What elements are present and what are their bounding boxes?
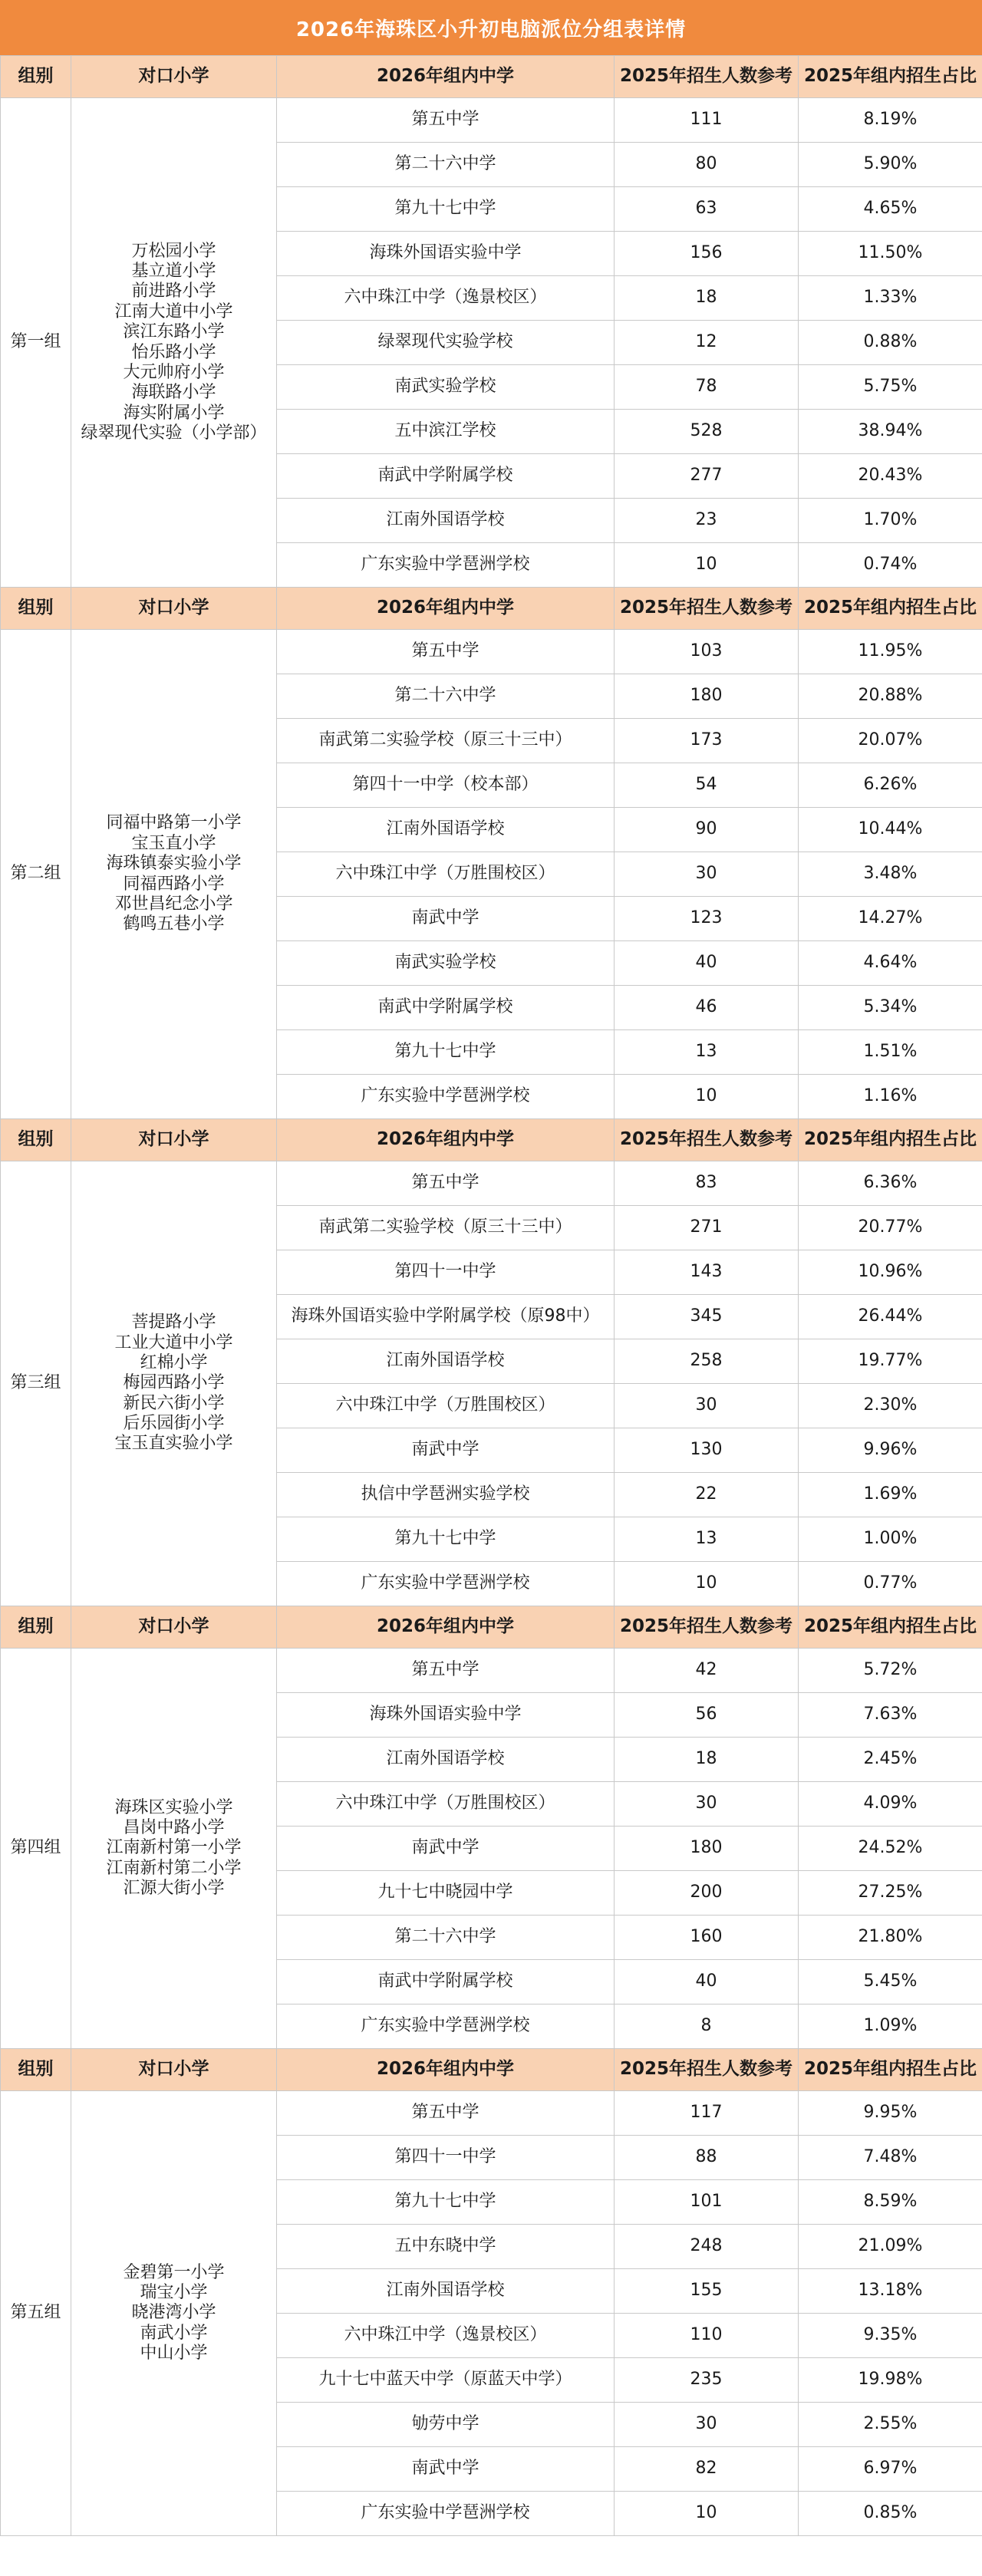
- primary-school: 同福西路小学: [123, 874, 225, 894]
- primary-school: 宝玉直实验小学: [114, 1434, 233, 1454]
- table-row: [1, 98, 982, 143]
- primary-school: 江南新村第二小学: [106, 1858, 242, 1878]
- middle-school-name: 南武中学: [277, 2447, 615, 2492]
- middle-school-name: 第九十七中学: [277, 187, 615, 232]
- middle-school-name: 广东实验中学琶洲学校: [277, 1075, 615, 1119]
- primary-school: 同福中路第一小学: [106, 813, 242, 833]
- enrollment-count: 130: [615, 1428, 799, 1473]
- allocation-table: [0, 55, 982, 2536]
- header-row: [1, 1119, 982, 1161]
- enrollment-ratio: 19.98%: [799, 2358, 982, 2403]
- middle-school-name: 九十七中晓园中学: [277, 1871, 615, 1916]
- middle-school-name: 广东实验中学琶洲学校: [277, 2004, 615, 2049]
- middle-school-name: 六中珠江中学（逸景校区）: [277, 276, 615, 321]
- enrollment-ratio: 20.43%: [799, 454, 982, 499]
- header-group: 组别: [1, 56, 71, 98]
- enrollment-count: 63: [615, 187, 799, 232]
- enrollment-ratio: 5.72%: [799, 1649, 982, 1693]
- header-middle-school: 2026年组内中学: [277, 56, 615, 98]
- primary-school: 大元帅府小学: [123, 362, 225, 382]
- enrollment-ratio: 11.95%: [799, 630, 982, 674]
- enrollment-count: 173: [615, 719, 799, 763]
- primary-school: 海联路小学: [131, 383, 216, 403]
- enrollment-ratio: 21.80%: [799, 1916, 982, 1960]
- enrollment-count: 277: [615, 454, 799, 499]
- enrollment-count: 30: [615, 2403, 799, 2447]
- primary-school: 鹤鸣五巷小学: [123, 914, 225, 934]
- enrollment-count: 54: [615, 763, 799, 808]
- enrollment-ratio: 38.94%: [799, 410, 982, 454]
- enrollment-count: 160: [615, 1916, 799, 1960]
- header-enrollment-count: 2025年招生人数参考: [615, 1606, 799, 1649]
- enrollment-ratio: 7.63%: [799, 1693, 982, 1738]
- enrollment-count: 10: [615, 2492, 799, 2536]
- primary-schools-list: [71, 1649, 277, 2049]
- table-row: [1, 1649, 982, 1693]
- header-enrollment-ratio: 2025年组内招生占比: [799, 1606, 982, 1649]
- enrollment-count: 88: [615, 2136, 799, 2180]
- primary-school: 晓港湾小学: [131, 2303, 216, 2323]
- primary-schools-list: [71, 98, 277, 588]
- header-schools: 对口小学: [71, 588, 277, 630]
- middle-school-name: 第四十一中学: [277, 2136, 615, 2180]
- enrollment-ratio: 0.77%: [799, 1562, 982, 1606]
- header-middle-school: 2026年组内中学: [277, 1119, 615, 1161]
- enrollment-count: 80: [615, 143, 799, 187]
- enrollment-ratio: 20.88%: [799, 674, 982, 719]
- table-row: [1, 1161, 982, 1206]
- middle-school-name: 五中滨江学校: [277, 410, 615, 454]
- enrollment-ratio: 6.97%: [799, 2447, 982, 2492]
- middle-school-name: 第五中学: [277, 1649, 615, 1693]
- enrollment-ratio: 9.35%: [799, 2314, 982, 2358]
- header-group: 组别: [1, 588, 71, 630]
- primary-school: 怡乐路小学: [131, 342, 216, 362]
- enrollment-count: 30: [615, 1782, 799, 1827]
- middle-school-name: 南武中学: [277, 1428, 615, 1473]
- primary-school: 菩提路小学: [131, 1313, 216, 1332]
- enrollment-ratio: 20.07%: [799, 719, 982, 763]
- middle-school-name: 第二十六中学: [277, 674, 615, 719]
- middle-school-name: 南武实验学校: [277, 365, 615, 410]
- middle-school-name: 六中珠江中学（逸景校区）: [277, 2314, 615, 2358]
- enrollment-ratio: 6.26%: [799, 763, 982, 808]
- enrollment-count: 56: [615, 1693, 799, 1738]
- primary-school: 后乐园街小学: [123, 1414, 225, 1434]
- enrollment-ratio: 7.48%: [799, 2136, 982, 2180]
- enrollment-ratio: 11.50%: [799, 232, 982, 276]
- enrollment-count: 90: [615, 808, 799, 852]
- enrollment-ratio: 2.55%: [799, 2403, 982, 2447]
- middle-school-name: 第二十六中学: [277, 1916, 615, 1960]
- primary-school: 江南新村第一小学: [106, 1838, 242, 1858]
- middle-school-name: 南武中学附属学校: [277, 1960, 615, 2004]
- header-enrollment-ratio: 2025年组内招生占比: [799, 1119, 982, 1161]
- middle-school-name: 六中珠江中学（万胜围校区）: [277, 852, 615, 897]
- enrollment-ratio: 26.44%: [799, 1295, 982, 1339]
- header-middle-school: 2026年组内中学: [277, 1606, 615, 1649]
- primary-school: 前进路小学: [131, 282, 216, 301]
- group-name: 第二组: [1, 630, 71, 1119]
- primary-school: 红棉小学: [140, 1352, 208, 1372]
- table-row: [1, 2091, 982, 2136]
- header-schools: 对口小学: [71, 1119, 277, 1161]
- primary-school: 宝玉直小学: [131, 833, 216, 853]
- middle-school-name: 六中珠江中学（万胜围校区）: [277, 1782, 615, 1827]
- group-name: 第四组: [1, 1649, 71, 2049]
- enrollment-count: 101: [615, 2180, 799, 2225]
- enrollment-count: 30: [615, 852, 799, 897]
- middle-school-name: 第二十六中学: [277, 143, 615, 187]
- enrollment-ratio: 14.27%: [799, 897, 982, 941]
- header-enrollment-count: 2025年招生人数参考: [615, 56, 799, 98]
- middle-school-name: 江南外国语学校: [277, 1738, 615, 1782]
- enrollment-count: 143: [615, 1250, 799, 1295]
- enrollment-ratio: 1.69%: [799, 1473, 982, 1517]
- header-enrollment-count: 2025年招生人数参考: [615, 2049, 799, 2091]
- enrollment-count: 10: [615, 543, 799, 588]
- middle-school-name: 第四十一中学: [277, 1250, 615, 1295]
- middle-school-name: 第九十七中学: [277, 2180, 615, 2225]
- primary-school: 工业大道中小学: [114, 1332, 233, 1352]
- enrollment-count: 248: [615, 2225, 799, 2269]
- middle-school-name: 五中东晓中学: [277, 2225, 615, 2269]
- enrollment-ratio: 3.48%: [799, 852, 982, 897]
- enrollment-ratio: 27.25%: [799, 1871, 982, 1916]
- enrollment-count: 271: [615, 1206, 799, 1250]
- enrollment-count: 12: [615, 321, 799, 365]
- header-row: [1, 2049, 982, 2091]
- enrollment-ratio: 4.64%: [799, 941, 982, 986]
- header-group: 组别: [1, 1606, 71, 1649]
- primary-school: 中山小学: [140, 2344, 208, 2364]
- middle-school-name: 江南外国语学校: [277, 2269, 615, 2314]
- primary-school: 基立道小学: [131, 261, 216, 281]
- middle-school-name: 南武中学: [277, 897, 615, 941]
- middle-school-name: 广东实验中学琶洲学校: [277, 1562, 615, 1606]
- header-enrollment-ratio: 2025年组内招生占比: [799, 2049, 982, 2091]
- enrollment-count: 235: [615, 2358, 799, 2403]
- group-name: 第五组: [1, 2091, 71, 2536]
- middle-school-name: 南武中学附属学校: [277, 454, 615, 499]
- header-enrollment-ratio: 2025年组内招生占比: [799, 588, 982, 630]
- middle-school-name: 第五中学: [277, 2091, 615, 2136]
- enrollment-ratio: 19.77%: [799, 1339, 982, 1384]
- primary-school: 邓世昌纪念小学: [114, 894, 233, 914]
- enrollment-ratio: 9.95%: [799, 2091, 982, 2136]
- enrollment-ratio: 0.74%: [799, 543, 982, 588]
- primary-school: 海珠镇泰实验小学: [106, 854, 242, 874]
- enrollment-count: 200: [615, 1871, 799, 1916]
- enrollment-count: 155: [615, 2269, 799, 2314]
- header-group: 组别: [1, 1119, 71, 1161]
- enrollment-ratio: 24.52%: [799, 1827, 982, 1871]
- enrollment-ratio: 9.96%: [799, 1428, 982, 1473]
- enrollment-ratio: 1.33%: [799, 276, 982, 321]
- primary-school: 梅园西路小学: [123, 1373, 225, 1393]
- enrollment-ratio: 2.30%: [799, 1384, 982, 1428]
- middle-school-name: 广东实验中学琶洲学校: [277, 543, 615, 588]
- middle-school-name: 广东实验中学琶洲学校: [277, 2492, 615, 2536]
- enrollment-ratio: 13.18%: [799, 2269, 982, 2314]
- enrollment-ratio: 2.45%: [799, 1738, 982, 1782]
- enrollment-count: 46: [615, 986, 799, 1030]
- enrollment-ratio: 21.09%: [799, 2225, 982, 2269]
- middle-school-name: 江南外国语学校: [277, 499, 615, 543]
- middle-school-name: 执信中学琶洲实验学校: [277, 1473, 615, 1517]
- header-row: [1, 56, 982, 98]
- enrollment-ratio: 1.70%: [799, 499, 982, 543]
- enrollment-count: 10: [615, 1562, 799, 1606]
- enrollment-count: 23: [615, 499, 799, 543]
- enrollment-ratio: 10.96%: [799, 1250, 982, 1295]
- enrollment-ratio: 4.65%: [799, 187, 982, 232]
- header-enrollment-ratio: 2025年组内招生占比: [799, 56, 982, 98]
- header-enrollment-count: 2025年招生人数参考: [615, 1119, 799, 1161]
- enrollment-count: 8: [615, 2004, 799, 2049]
- primary-school: 金碧第一小学: [123, 2262, 225, 2282]
- enrollment-ratio: 1.09%: [799, 2004, 982, 2049]
- primary-schools-list: [71, 630, 277, 1119]
- group-name: 第一组: [1, 98, 71, 588]
- header-schools: 对口小学: [71, 56, 277, 98]
- primary-school: 南武小学: [140, 2323, 208, 2343]
- primary-school: 海珠区实验小学: [114, 1797, 233, 1817]
- header-group: 组别: [1, 2049, 71, 2091]
- middle-school-name: 第五中学: [277, 630, 615, 674]
- group-name: 第三组: [1, 1161, 71, 1606]
- enrollment-count: 83: [615, 1161, 799, 1206]
- middle-school-name: 第九十七中学: [277, 1517, 615, 1562]
- header-middle-school: 2026年组内中学: [277, 2049, 615, 2091]
- enrollment-count: 528: [615, 410, 799, 454]
- middle-school-name: 劬劳中学: [277, 2403, 615, 2447]
- enrollment-ratio: 20.77%: [799, 1206, 982, 1250]
- enrollment-ratio: 5.34%: [799, 986, 982, 1030]
- enrollment-count: 30: [615, 1384, 799, 1428]
- enrollment-ratio: 0.85%: [799, 2492, 982, 2536]
- primary-school: 滨江东路小学: [123, 322, 225, 342]
- middle-school-name: 第四十一中学（校本部）: [277, 763, 615, 808]
- enrollment-ratio: 1.16%: [799, 1075, 982, 1119]
- middle-school-name: 六中珠江中学（万胜围校区）: [277, 1384, 615, 1428]
- middle-school-name: 第九十七中学: [277, 1030, 615, 1075]
- enrollment-count: 180: [615, 1827, 799, 1871]
- primary-school: 瑞宝小学: [140, 2282, 208, 2302]
- primary-school: 海实附属小学: [123, 403, 225, 423]
- enrollment-count: 13: [615, 1517, 799, 1562]
- enrollment-count: 10: [615, 1075, 799, 1119]
- primary-schools-list: [71, 1161, 277, 1606]
- enrollment-ratio: 5.90%: [799, 143, 982, 187]
- enrollment-ratio: 8.59%: [799, 2180, 982, 2225]
- enrollment-count: 345: [615, 1295, 799, 1339]
- enrollment-ratio: 5.75%: [799, 365, 982, 410]
- primary-school: 绿翠现代实验（小学部）: [81, 423, 267, 443]
- middle-school-name: 南武实验学校: [277, 941, 615, 986]
- enrollment-ratio: 10.44%: [799, 808, 982, 852]
- middle-school-name: 海珠外国语实验中学附属学校（原98中）: [277, 1295, 615, 1339]
- middle-school-name: 南武第二实验学校（原三十三中）: [277, 719, 615, 763]
- enrollment-count: 258: [615, 1339, 799, 1384]
- middle-school-name: 海珠外国语实验中学: [277, 232, 615, 276]
- enrollment-count: 18: [615, 276, 799, 321]
- enrollment-count: 18: [615, 1738, 799, 1782]
- header-enrollment-count: 2025年招生人数参考: [615, 588, 799, 630]
- middle-school-name: 南武中学: [277, 1827, 615, 1871]
- enrollment-count: 103: [615, 630, 799, 674]
- enrollment-count: 117: [615, 2091, 799, 2136]
- header-middle-school: 2026年组内中学: [277, 588, 615, 630]
- enrollment-ratio: 4.09%: [799, 1782, 982, 1827]
- primary-school: 昌岗中路小学: [123, 1817, 225, 1837]
- enrollment-count: 111: [615, 98, 799, 143]
- enrollment-count: 13: [615, 1030, 799, 1075]
- middle-school-name: 九十七中蓝天中学（原蓝天中学）: [277, 2358, 615, 2403]
- enrollment-ratio: 1.00%: [799, 1517, 982, 1562]
- middle-school-name: 江南外国语学校: [277, 808, 615, 852]
- primary-school: 汇源大街小学: [123, 1879, 225, 1899]
- enrollment-ratio: 6.36%: [799, 1161, 982, 1206]
- enrollment-count: 22: [615, 1473, 799, 1517]
- enrollment-count: 156: [615, 232, 799, 276]
- table-row: [1, 630, 982, 674]
- enrollment-count: 82: [615, 2447, 799, 2492]
- middle-school-name: 第五中学: [277, 98, 615, 143]
- table-title: 2026年海珠区小升初电脑派位分组表详情: [0, 0, 982, 55]
- primary-schools-list: [71, 2091, 277, 2536]
- middle-school-name: 南武中学附属学校: [277, 986, 615, 1030]
- enrollment-count: 42: [615, 1649, 799, 1693]
- header-schools: 对口小学: [71, 2049, 277, 2091]
- enrollment-ratio: 8.19%: [799, 98, 982, 143]
- middle-school-name: 第五中学: [277, 1161, 615, 1206]
- header-row: [1, 1606, 982, 1649]
- enrollment-count: 110: [615, 2314, 799, 2358]
- enrollment-count: 40: [615, 941, 799, 986]
- middle-school-name: 绿翠现代实验学校: [277, 321, 615, 365]
- enrollment-count: 78: [615, 365, 799, 410]
- middle-school-name: 南武第二实验学校（原三十三中）: [277, 1206, 615, 1250]
- enrollment-count: 123: [615, 897, 799, 941]
- enrollment-count: 40: [615, 1960, 799, 2004]
- enrollment-count: 180: [615, 674, 799, 719]
- middle-school-name: 江南外国语学校: [277, 1339, 615, 1384]
- header-row: [1, 588, 982, 630]
- enrollment-ratio: 5.45%: [799, 1960, 982, 2004]
- enrollment-ratio: 1.51%: [799, 1030, 982, 1075]
- header-schools: 对口小学: [71, 1606, 277, 1649]
- primary-school: 新民六街小学: [123, 1393, 225, 1413]
- primary-school: 万松园小学: [131, 241, 216, 261]
- enrollment-ratio: 0.88%: [799, 321, 982, 365]
- middle-school-name: 海珠外国语实验中学: [277, 1693, 615, 1738]
- primary-school: 江南大道中小学: [114, 301, 233, 321]
